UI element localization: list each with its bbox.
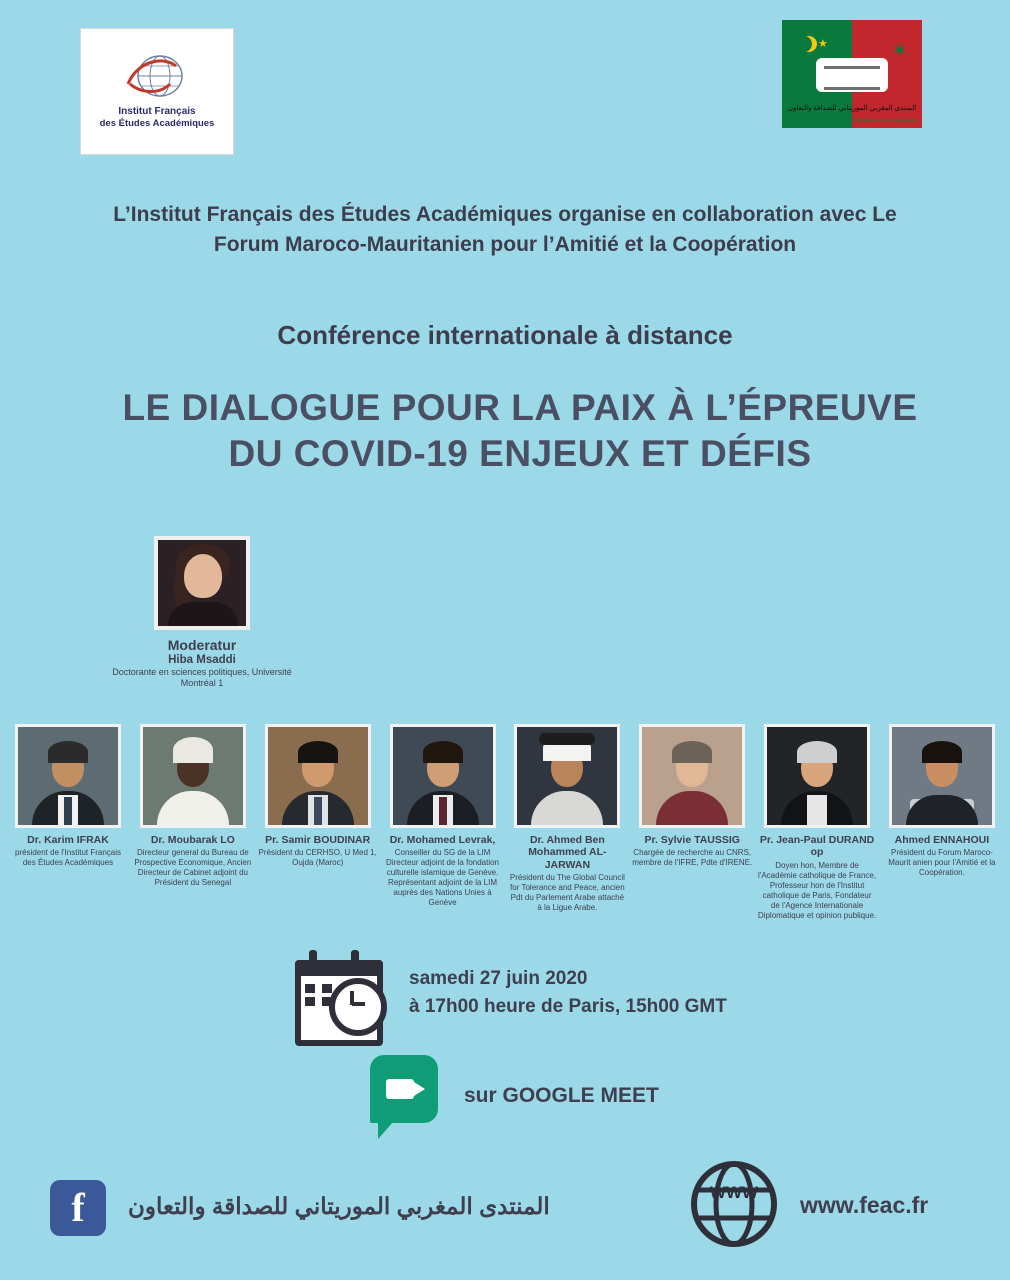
- speaker-description: Président du CERHSO, U Med 1, Oujda (Maroc): [258, 848, 377, 868]
- speaker-name: Dr. Moubarak LO: [150, 834, 235, 846]
- speaker-card: [632, 724, 752, 868]
- page-title: LE DIALOGUE POUR LA PAIX À L’ÉPREUVE DU COVID-19 ENJEUX ET DÉFIS: [122, 387, 918, 474]
- speaker-card: [383, 724, 503, 908]
- speaker-name: Ahmed ENNAHOUI: [894, 834, 990, 846]
- forum-maroco-mauritanien-logo: [782, 20, 922, 152]
- mauritania-flag-icon: ★: [782, 20, 852, 128]
- website-url[interactable]: www.feac.fr: [800, 1192, 929, 1218]
- speaker-card: [8, 724, 128, 868]
- globe-icon: [124, 54, 190, 102]
- speaker-description: Directeur general du Bureau de Prospective Economique, Ancien Directeur de Cabinet adjoint du Président du Senegal: [134, 848, 252, 888]
- speaker-description: Chargée de recherche au CNRS, membre de l'IFRE, Pdte d'IRENE.: [632, 848, 753, 868]
- speaker-name: Dr. Karim IFRAK: [27, 834, 109, 846]
- facebook-page-name: المنتدى المغربي الموريتاني للصداقة والتعاون: [128, 1193, 550, 1219]
- speaker-description: Président du The Global Council for Tolerance and Peace, ancien Pdt du Parlement Arabe attaché à la Ligue Arabe.: [509, 873, 625, 913]
- speaker-photo: [390, 724, 496, 828]
- speaker-name: Pr. Samir BOUDINAR: [265, 834, 371, 846]
- moderator-block: [112, 536, 292, 690]
- logo-line-2: des Études Académiques: [99, 117, 215, 129]
- speaker-photo: [140, 724, 246, 828]
- speaker-name: Dr. Ahmed Ben Mohammed AL-JARWAN: [528, 834, 607, 871]
- event-date: samedi 27 juin 2020: [409, 967, 588, 989]
- forum-logo-french: Forum Maroco-Mauritanien d'amitié et de coopération: [786, 118, 918, 124]
- platform-label: sur GOOGLE MEET: [464, 1084, 659, 1107]
- intro-text: L’Institut Français des Études Académiques organise en collaboration avec Le Forum Maroco-Mauritanien pour l’Amitié et la Coopération: [113, 203, 897, 257]
- speaker-card: [258, 724, 378, 868]
- speaker-name: Pr. Sylvie TAUSSIG: [644, 834, 740, 846]
- www-globe-icon: [688, 1158, 780, 1250]
- speaker-description: Président du Forum Maroco-Maurit anien pour l'Amitié et la Coopération.: [888, 848, 996, 878]
- facebook-icon[interactable]: f: [50, 1180, 106, 1236]
- event-time: à 17h00 heure de Paris, 15h00 GMT: [409, 996, 727, 1017]
- speaker-photo: [639, 724, 745, 828]
- speakers-list: [8, 724, 1002, 921]
- platform-row: [370, 1055, 659, 1137]
- speaker-photo: [514, 724, 620, 828]
- speaker-card: [507, 724, 627, 913]
- calendar-clock-icon: [295, 950, 387, 1036]
- speaker-description: président de l'Institut Français des Études Académiques: [14, 848, 122, 868]
- speaker-photo: [265, 724, 371, 828]
- event-datetime: [295, 950, 815, 1036]
- moderator-photo: [154, 536, 250, 630]
- forum-logo-arabic: المنتدى المغربي الموريتاني للصداقة والتعاون: [787, 105, 917, 112]
- speaker-photo: [889, 724, 995, 828]
- handshake-icon: [816, 58, 888, 92]
- speaker-photo: [764, 724, 870, 828]
- institut-francais-logo: [80, 28, 234, 155]
- speaker-description: Doyen hon, Membre de l'Académie catholique de France, Professeur hon de l'Institut catholique de Paris, Fondateur de l'Agence Internationale Diplomatique et opinion publique.: [757, 860, 877, 920]
- speaker-card: [882, 724, 1002, 878]
- moderator-role: Moderatur: [167, 637, 237, 653]
- logo-line-1: Institut Français: [118, 105, 196, 117]
- speaker-name: Dr. Mohamed Levrak,: [389, 834, 496, 846]
- morocco-flag-icon: ✶: [852, 20, 922, 128]
- speaker-photo: [15, 724, 121, 828]
- speaker-name: Pr. Jean-Paul DURAND op: [759, 834, 875, 859]
- moderator-name: Hiba Msaddi: [168, 654, 236, 666]
- moderator-description: Doctorante en sciences politiques, Université Montréal 1: [112, 667, 292, 689]
- speaker-description: Conseiller du SG de la LIM Directeur adjoint de la fondation culturelle islamique de Genève. Représentant adjoint de la LIM auprès des Nations Unies à Genève: [386, 848, 500, 908]
- svg-text:WWW: WWW: [709, 1183, 759, 1202]
- google-meet-icon: [370, 1055, 442, 1137]
- speaker-card: [133, 724, 253, 888]
- speaker-card: [757, 724, 877, 921]
- conference-subtitle: Conférence internationale à distance: [277, 320, 733, 350]
- flags-icon: [782, 20, 922, 128]
